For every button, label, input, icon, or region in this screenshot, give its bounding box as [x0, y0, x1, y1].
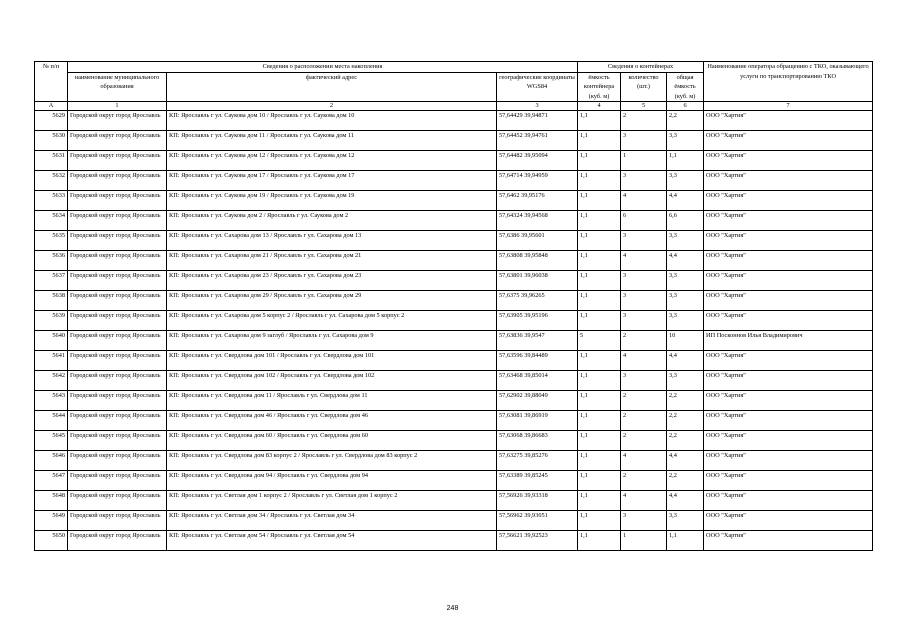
total-capacity-cell: 1,1 — [667, 151, 704, 171]
coordinates-cell: 57,6386 39,95601 — [497, 231, 578, 251]
coordinates-cell: 57,6375 39,96265 — [497, 291, 578, 311]
coordinates-cell: 57,63596 39,84489 — [497, 351, 578, 371]
address-cell: КП: Ярославль г ул. Свердлова дом 46 / Ярославль г ул. Свердлова дом 46 — [167, 411, 497, 431]
coordinates-cell: 57,63808 39,95848 — [497, 251, 578, 271]
row-number-cell: 5645 — [35, 431, 68, 451]
capacity-cell: 1,1 — [578, 311, 621, 331]
coordinates-cell: 57,63468 39,85014 — [497, 371, 578, 391]
municipality-cell: Городской округ город Ярославль — [68, 451, 167, 471]
column-index: 7 — [704, 102, 873, 111]
total-capacity-cell: 4,4 — [667, 351, 704, 371]
row-number-cell: 5639 — [35, 311, 68, 331]
address-cell: КП: Ярославль г ул. Сахарова дом 13 / Ярославль г ул. Сахарова дом 13 — [167, 231, 497, 251]
header-count: количество (шт.) — [621, 72, 667, 102]
column-index: 1 — [68, 102, 167, 111]
row-number-cell: 5648 — [35, 491, 68, 511]
municipality-cell: Городской округ город Ярославль — [68, 131, 167, 151]
coordinates-cell: 57,64324 39,94568 — [497, 211, 578, 231]
column-index: 4 — [578, 102, 621, 111]
coordinates-cell: 57,64452 39,94761 — [497, 131, 578, 151]
table-row — [35, 151, 873, 171]
row-number-cell: 5644 — [35, 411, 68, 431]
total-capacity-cell: 2,2 — [667, 391, 704, 411]
address-cell: КП: Ярославль г ул. Светлая дом 34 / Ярославль г ул. Светлая дом 34 — [167, 511, 497, 531]
operator-cell: ООО "Хартия" — [704, 311, 873, 331]
coordinates-cell: 57,64482 39,95094 — [497, 151, 578, 171]
coordinates-cell: 57,6462 39,95176 — [497, 191, 578, 211]
count-cell: 2 — [621, 391, 667, 411]
operator-cell: ООО "Хартия" — [704, 251, 873, 271]
table-row — [35, 131, 873, 151]
operator-cell: ООО "Хартия" — [704, 171, 873, 191]
header-containers-group: Сведения о контейнерах — [578, 62, 704, 73]
municipality-cell: Городской округ город Ярославль — [68, 391, 167, 411]
address-cell: КП: Ярославль г ул. Саукова дом 17 / Ярославль г ул. Саукова дом 17 — [167, 171, 497, 191]
table-row — [35, 311, 873, 331]
total-capacity-cell: 2,2 — [667, 431, 704, 451]
row-number-cell: 5642 — [35, 371, 68, 391]
table-row — [35, 411, 873, 431]
coordinates-cell: 57,56926 39,93318 — [497, 491, 578, 511]
capacity-cell: 1,1 — [578, 471, 621, 491]
count-cell: 4 — [621, 251, 667, 271]
row-number-cell: 5631 — [35, 151, 68, 171]
operator-cell: ООО "Хартия" — [704, 211, 873, 231]
address-cell: КП: Ярославль г ул. Саукова дом 10 / Ярославль г ул. Саукова дом 10 — [167, 111, 497, 131]
row-number-cell: 5650 — [35, 531, 68, 551]
address-cell: КП: Ярославль г ул. Сахарова дом 5 корпус 2 / Ярославль г ул. Сахарова дом 5 корпус 2 — [167, 311, 497, 331]
total-capacity-cell: 3,3 — [667, 231, 704, 251]
total-capacity-cell: 3,3 — [667, 511, 704, 531]
capacity-cell: 5 — [578, 331, 621, 351]
count-cell: 3 — [621, 171, 667, 191]
row-number-cell: 5646 — [35, 451, 68, 471]
total-capacity-cell: 3,3 — [667, 271, 704, 291]
header-municipality: наименование муниципального образования — [68, 72, 167, 102]
address-cell: КП: Ярославль г ул. Свердлова дом 102 / Ярославль г ул. Свердлова дом 102 — [167, 371, 497, 391]
count-cell: 6 — [621, 211, 667, 231]
row-number-cell: 5630 — [35, 131, 68, 151]
operator-cell: ООО "Хартия" — [704, 111, 873, 131]
coordinates-cell: 57,56962 39,93051 — [497, 511, 578, 531]
total-capacity-cell: 4,4 — [667, 451, 704, 471]
row-number-cell: 5647 — [35, 471, 68, 491]
capacity-cell: 1,1 — [578, 511, 621, 531]
municipality-cell: Городской округ город Ярославль — [68, 291, 167, 311]
municipality-cell: Городской округ город Ярославль — [68, 211, 167, 231]
total-capacity-cell: 2,2 — [667, 411, 704, 431]
coordinates-cell: 57,62902 39,88049 — [497, 391, 578, 411]
coordinates-cell: 57,63275 39,85276 — [497, 451, 578, 471]
operator-cell: ООО "Хартия" — [704, 151, 873, 171]
header-operator: Наименование оператора обращению с ТКО, оказывающего услуги по транспортированию ТКО — [704, 62, 873, 102]
coordinates-cell: 57,63801 39,96038 — [497, 271, 578, 291]
address-cell: КП: Ярославль г ул. Свердлова дом 94 / Ярославль г ул. Свердлова дом 94 — [167, 471, 497, 491]
municipality-cell: Городской округ город Ярославль — [68, 431, 167, 451]
row-number-cell: 5643 — [35, 391, 68, 411]
coordinates-cell: 57,63389 39,85245 — [497, 471, 578, 491]
count-cell: 2 — [621, 111, 667, 131]
operator-cell: ООО "Хартия" — [704, 391, 873, 411]
coordinates-cell: 57,64714 39,94959 — [497, 171, 578, 191]
count-cell: 3 — [621, 291, 667, 311]
column-index: А — [35, 102, 68, 111]
municipality-cell: Городской округ город Ярославль — [68, 531, 167, 551]
page-number: 248 — [446, 605, 459, 612]
table-row — [35, 471, 873, 491]
count-cell: 2 — [621, 431, 667, 451]
count-cell: 3 — [621, 271, 667, 291]
operator-cell: ООО "Хартия" — [704, 231, 873, 251]
count-cell: 3 — [621, 311, 667, 331]
address-cell: КП: Ярославль г ул. Свердлова дом 60 / Ярославль г ул. Свердлова дом 60 — [167, 431, 497, 451]
table-row — [35, 371, 873, 391]
capacity-cell: 1,1 — [578, 251, 621, 271]
capacity-cell: 1,1 — [578, 111, 621, 131]
count-cell: 4 — [621, 191, 667, 211]
capacity-cell: 1,1 — [578, 371, 621, 391]
total-capacity-cell: 2,2 — [667, 111, 704, 131]
operator-cell: ООО "Хартия" — [704, 491, 873, 511]
address-cell: КП: Ярославль г ул. Свердлова дом 83 корпус 2 / Ярославль г ул. Свердлова дом 83 корпус 2 — [167, 451, 497, 471]
row-number-cell: 5629 — [35, 111, 68, 131]
address-cell: КП: Ярославль г ул. Саукова дом 2 / Ярославль г ул. Саукова дом 2 — [167, 211, 497, 231]
count-cell: 4 — [621, 491, 667, 511]
operator-cell: ООО "Хартия" — [704, 371, 873, 391]
column-index: 2 — [167, 102, 497, 111]
coordinates-cell: 57,64429 39,94871 — [497, 111, 578, 131]
capacity-cell: 1,1 — [578, 291, 621, 311]
municipality-cell: Городской округ город Ярославль — [68, 491, 167, 511]
table-row — [35, 211, 873, 231]
address-cell: КП: Ярославль г ул. Саукова дом 12 / Ярославль г ул. Саукова дом 12 — [167, 151, 497, 171]
count-cell: 3 — [621, 131, 667, 151]
count-cell: 2 — [621, 411, 667, 431]
operator-cell: ООО "Хартия" — [704, 351, 873, 371]
municipality-cell: Городской округ город Ярославль — [68, 331, 167, 351]
operator-cell: ООО "Хартия" — [704, 451, 873, 471]
coordinates-cell: 57,63068 39,86683 — [497, 431, 578, 451]
table-row — [35, 271, 873, 291]
row-number-cell: 5641 — [35, 351, 68, 371]
capacity-cell: 1,1 — [578, 211, 621, 231]
municipality-cell: Городской округ город Ярославль — [68, 351, 167, 371]
count-cell: 3 — [621, 511, 667, 531]
operator-cell: ООО "Хартия" — [704, 471, 873, 491]
operator-cell: ООО "Хартия" — [704, 531, 873, 551]
count-cell: 1 — [621, 531, 667, 551]
waste-sites-table — [34, 61, 873, 551]
address-cell: КП: Ярославль г ул. Сахарова дом 23 / Ярославль г ул. Сахарова дом 23 — [167, 271, 497, 291]
municipality-cell: Городской округ город Ярославль — [68, 411, 167, 431]
count-cell: 3 — [621, 231, 667, 251]
coordinates-cell: 57,63081 39,86919 — [497, 411, 578, 431]
table-row — [35, 231, 873, 251]
table-row — [35, 331, 873, 351]
total-capacity-cell: 4,4 — [667, 491, 704, 511]
capacity-cell: 1,1 — [578, 431, 621, 451]
table-row — [35, 111, 873, 131]
total-capacity-cell: 6,6 — [667, 211, 704, 231]
capacity-cell: 1,1 — [578, 151, 621, 171]
operator-cell: ООО "Хартия" — [704, 411, 873, 431]
row-number-cell: 5632 — [35, 171, 68, 191]
address-cell: КП: Ярославль г ул. Сахарова дом 9 заглуб / Ярославль г ул. Сахарова дом 9 — [167, 331, 497, 351]
row-number-cell: 5649 — [35, 511, 68, 531]
table-row — [35, 291, 873, 311]
address-cell: КП: Ярославль г ул. Светлая дом 1 корпус 2 / Ярославль г ул. Светлая дом 1 корпус 2 — [167, 491, 497, 511]
row-number-cell: 5640 — [35, 331, 68, 351]
total-capacity-cell: 3,3 — [667, 131, 704, 151]
row-number-cell: 5634 — [35, 211, 68, 231]
municipality-cell: Городской округ город Ярославль — [68, 191, 167, 211]
row-number-cell: 5633 — [35, 191, 68, 211]
coordinates-cell: 57,63836 39,9547 — [497, 331, 578, 351]
total-capacity-cell: 3,3 — [667, 371, 704, 391]
coordinates-cell: 57,56621 39,92523 — [497, 531, 578, 551]
municipality-cell: Городской округ город Ярославль — [68, 311, 167, 331]
operator-cell: ООО "Хартия" — [704, 431, 873, 451]
capacity-cell: 1,1 — [578, 171, 621, 191]
count-cell: 2 — [621, 331, 667, 351]
row-number-cell: 5635 — [35, 231, 68, 251]
table-row — [35, 191, 873, 211]
municipality-cell: Городской округ город Ярославль — [68, 151, 167, 171]
capacity-cell: 1,1 — [578, 491, 621, 511]
capacity-cell: 1,1 — [578, 271, 621, 291]
count-cell: 1 — [621, 151, 667, 171]
capacity-cell: 1,1 — [578, 531, 621, 551]
row-number-cell: 5638 — [35, 291, 68, 311]
address-cell: КП: Ярославль г ул. Свердлова дом 101 / Ярославль г ул. Свердлова дом 101 — [167, 351, 497, 371]
address-cell: КП: Ярославль г ул. Сахарова дом 29 / Ярославль г ул. Сахарова дом 29 — [167, 291, 497, 311]
capacity-cell: 1,1 — [578, 391, 621, 411]
address-cell: КП: Ярославль г ул. Светлая дом 54 / Ярославль г ул. Светлая дом 54 — [167, 531, 497, 551]
count-cell: 2 — [621, 471, 667, 491]
municipality-cell: Городской округ город Ярославль — [68, 371, 167, 391]
capacity-cell: 1,1 — [578, 351, 621, 371]
column-index: 6 — [667, 102, 704, 111]
municipality-cell: Городской округ город Ярославль — [68, 231, 167, 251]
municipality-cell: Городской округ город Ярославль — [68, 111, 167, 131]
operator-cell: ООО "Хартия" — [704, 191, 873, 211]
table-row — [35, 451, 873, 471]
header-location-group: Сведения о расположении места накопления — [68, 62, 578, 73]
table-body — [35, 111, 873, 551]
header-address: фактический адрес — [167, 72, 497, 102]
column-index: 3 — [497, 102, 578, 111]
count-cell: 4 — [621, 451, 667, 471]
row-number-cell: 5637 — [35, 271, 68, 291]
total-capacity-cell: 3,3 — [667, 311, 704, 331]
table-row — [35, 251, 873, 271]
operator-cell: ООО "Хартия" — [704, 131, 873, 151]
row-number-cell: 5636 — [35, 251, 68, 271]
total-capacity-cell: 3,3 — [667, 171, 704, 191]
header-total: общая ёмкость (куб. м) — [667, 72, 704, 102]
total-capacity-cell: 4,4 — [667, 191, 704, 211]
count-cell: 3 — [621, 371, 667, 391]
count-cell: 4 — [621, 351, 667, 371]
municipality-cell: Городской округ город Ярославль — [68, 271, 167, 291]
capacity-cell: 1,1 — [578, 411, 621, 431]
table-row — [35, 491, 873, 511]
table-row — [35, 391, 873, 411]
operator-cell: ООО "Хартия" — [704, 291, 873, 311]
table-row — [35, 531, 873, 551]
total-capacity-cell: 4,4 — [667, 251, 704, 271]
municipality-cell: Городской округ город Ярославль — [68, 471, 167, 491]
header-capacity: ёмкость контейнера (куб. м) — [578, 72, 621, 102]
total-capacity-cell: 2,2 — [667, 471, 704, 491]
coordinates-cell: 57,63905 39,95196 — [497, 311, 578, 331]
operator-cell: ИП Посконнов Илья Владимирович — [704, 331, 873, 351]
capacity-cell: 1,1 — [578, 451, 621, 471]
municipality-cell: Городской округ город Ярославль — [68, 171, 167, 191]
total-capacity-cell: 3,3 — [667, 291, 704, 311]
table-row — [35, 171, 873, 191]
header-num: № п/п — [35, 62, 68, 102]
table-row — [35, 511, 873, 531]
table-row — [35, 351, 873, 371]
header-coords: географические координаты WGS84 — [497, 72, 578, 102]
column-index-row — [35, 102, 873, 111]
total-capacity-cell: 1,1 — [667, 531, 704, 551]
column-index: 5 — [621, 102, 667, 111]
address-cell: КП: Ярославль г ул. Саукова дом 19 / Ярославль г ул. Саукова дом 19 — [167, 191, 497, 211]
municipality-cell: Городской округ город Ярославль — [68, 251, 167, 271]
municipality-cell: Городской округ город Ярославль — [68, 511, 167, 531]
total-capacity-cell: 10 — [667, 331, 704, 351]
capacity-cell: 1,1 — [578, 191, 621, 211]
capacity-cell: 1,1 — [578, 131, 621, 151]
address-cell: КП: Ярославль г ул. Саукова дом 11 / Ярославль г ул. Саукова дом 11 — [167, 131, 497, 151]
operator-cell: ООО "Хартия" — [704, 271, 873, 291]
address-cell: КП: Ярославль г ул. Свердлова дом 11 / Ярославль г ул. Свердлова дом 11 — [167, 391, 497, 411]
capacity-cell: 1,1 — [578, 231, 621, 251]
operator-cell: ООО "Хартия" — [704, 511, 873, 531]
table-row — [35, 431, 873, 451]
address-cell: КП: Ярославль г ул. Сахарова дом 21 / Ярославль г ул. Сахарова дом 21 — [167, 251, 497, 271]
